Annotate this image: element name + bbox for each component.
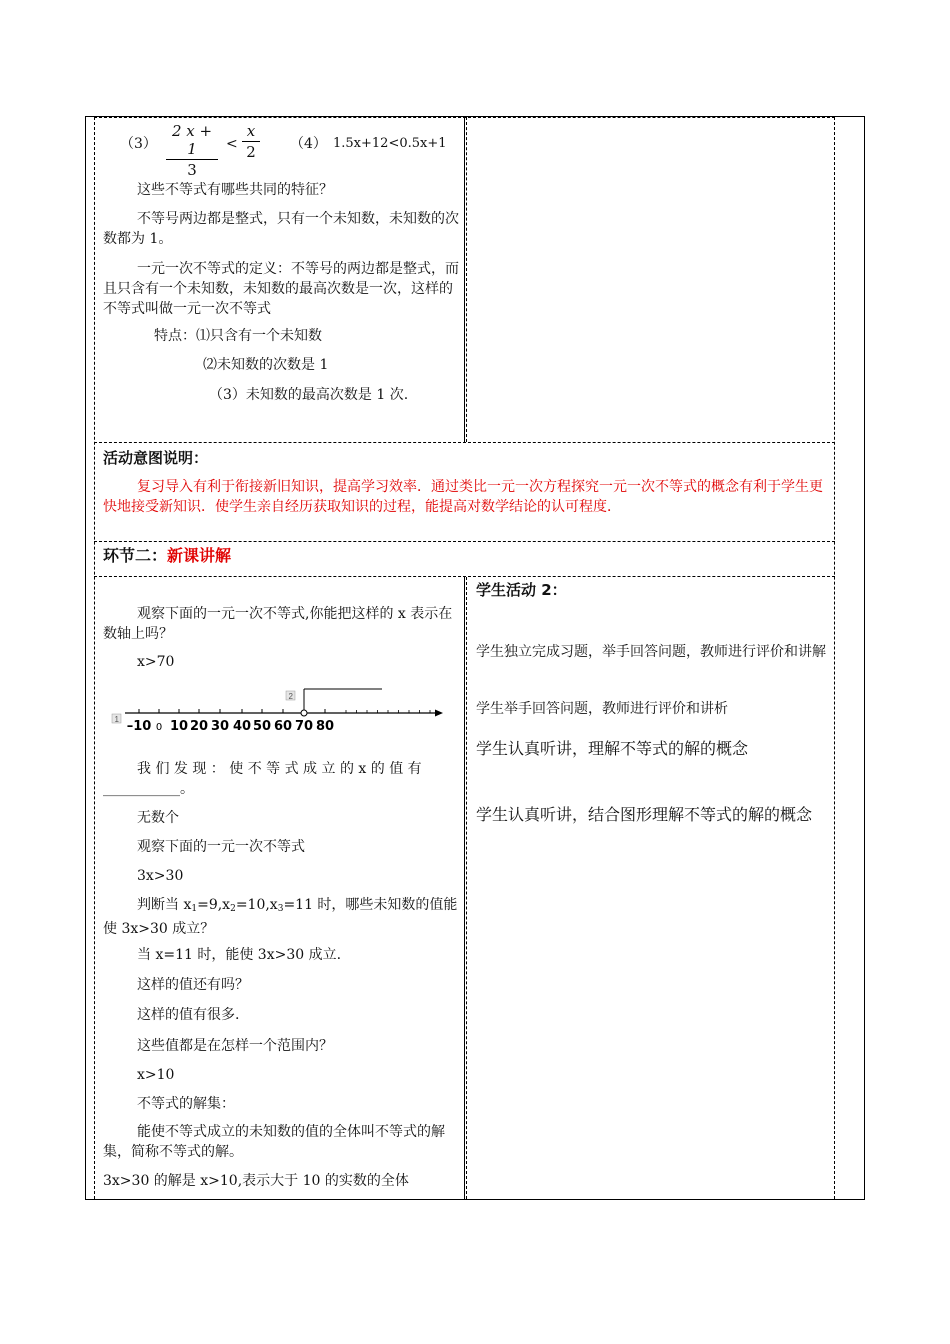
feature-3: （3）未知数的最高次数是 1 次. — [209, 387, 409, 403]
tick-label: 50 — [252, 719, 272, 734]
tick-label: –10 — [126, 719, 152, 734]
item3-rhs-fraction — [242, 122, 260, 161]
inner-border-right — [834, 117, 835, 1199]
tick-label: 70 — [294, 719, 314, 734]
section2-heading — [103, 546, 231, 566]
intent-heading: 活动意图说明： — [103, 449, 209, 467]
item4-expression: 1.5x+12<0.5x+1 — [333, 136, 447, 151]
solution-set-heading: 不等式的解集： — [137, 1096, 235, 1112]
open-circle-70 — [301, 710, 307, 716]
column-divider-bottom — [466, 577, 467, 1199]
item3-lhs-fraction — [166, 122, 218, 179]
feature-1: 特点：⑴只含有一个未知数 — [154, 328, 322, 344]
intent-body: 复习导入有利于衔接新旧知识，提高学习效率．通过类比一元一次方程探究一元一次不等式的概念有利于学生更快地接受新知识．使学生亲自经历获取知识的过程，能提高对数学结论的认可程度． — [103, 479, 823, 515]
number-line-arrow — [435, 710, 443, 717]
column-divider-top-solid — [464, 117, 465, 442]
observe-again: 观察下面的一元一次不等式 — [137, 839, 305, 855]
tick-label: 0 — [155, 722, 163, 733]
item3-numerator: 2 x + 1 — [171, 122, 213, 158]
student-activity-heading: 学生活动 2： — [476, 581, 567, 599]
inequality-3x-gt-30: 3x>30 — [137, 868, 184, 884]
item3-rhs-denominator: 2 — [246, 143, 256, 161]
solution-set-definition: 能使不等式成立的未知数的值的全体叫不等式的解集，简称不等式的解。 — [103, 1124, 445, 1160]
item3-label: （3） — [120, 136, 157, 152]
tick-label: 60 — [273, 719, 293, 734]
definition-paragraph: 一元一次不等式的定义：不等号的两边都是整式，而且只含有一个未知数，未知数的最高次数是一次，这样的不等式叫做一元一次不等式 — [103, 261, 459, 317]
judge-paragraph: 判断当 $x_1=9,x_2=10,x_3=11$ 时，哪些未知数的值能使 3x>30 成立？ — [103, 897, 458, 937]
tick-label: 10 — [169, 719, 189, 734]
many-values-answer: 这样的值有很多. — [137, 1007, 240, 1023]
section2-title: 新课讲解 — [167, 546, 232, 565]
row-divider-3 — [94, 576, 835, 577]
row-divider-top — [94, 117, 835, 118]
inequality-x-gt-10: x>10 — [137, 1067, 175, 1083]
student-activity-3: 学生认真听讲，理解不等式的解的概念 — [476, 739, 749, 758]
common-feature-answer: 不等号两边都是整式，只有一个未知数，未知数的次数都为 1。 — [103, 211, 459, 247]
table-border-right — [864, 116, 865, 1200]
tick-label: 80 — [315, 719, 335, 734]
student-activity-2: 学生举手回答问题，教师进行评价和讲析 — [476, 701, 728, 717]
column-divider-bottom-solid — [464, 577, 465, 1199]
number-line — [100, 682, 460, 740]
x-eq-11-line: 当 x=11 时，能使 3x>30 成立. — [137, 947, 342, 963]
number-line-tag-2: 2 — [288, 692, 293, 701]
observe-paragraph: 观察下面的一元一次不等式,你能把这样的 x 表示在数轴上吗？ — [103, 606, 453, 642]
range-question: 这些值都是在怎样一个范围内？ — [137, 1038, 333, 1054]
item4-label: （4） — [290, 136, 327, 152]
common-feature-question: 这些不等式有哪些共同的特征？ — [137, 182, 333, 198]
inner-border-left — [94, 117, 95, 1199]
row-divider-1 — [94, 442, 835, 443]
student-activity-1: 学生独立完成习题，举手回答问题，教师进行评价和讲解 — [476, 644, 826, 660]
tick-label: 40 — [232, 719, 252, 734]
section2-prefix: 环节二： — [103, 546, 168, 565]
table-border-left — [85, 116, 86, 1200]
row-divider-2 — [94, 541, 835, 542]
number-line-tag-1: 1 — [114, 715, 119, 724]
number-line-tick-labels — [127, 719, 334, 734]
column-divider-top — [466, 117, 467, 442]
item3-denominator: 3 — [187, 161, 197, 179]
item3-operator: < — [226, 136, 238, 152]
inequality-x-gt-70: x>70 — [137, 654, 175, 670]
more-values-question: 这样的值还有吗？ — [137, 977, 249, 993]
item3-rhs-numerator: x — [246, 122, 256, 140]
tick-label: 30 — [210, 719, 230, 734]
solution-statement: 3x>30 的解是 x>10,表示大于 10 的实数的全体 — [103, 1173, 409, 1189]
feature-2: ⑵未知数的次数是 1 — [203, 357, 329, 373]
tick-label: 20 — [189, 719, 209, 734]
student-activity-4: 学生认真听讲，结合图形理解不等式的解的概念 — [476, 805, 813, 824]
table-border-bottom — [85, 1199, 865, 1200]
answer-infinitely-many: 无数个 — [137, 810, 179, 826]
we-found-paragraph: 我 们 发 现 ： 使 不 等 式 成 立 的 x 的 值 有 ___________。 — [103, 761, 422, 797]
